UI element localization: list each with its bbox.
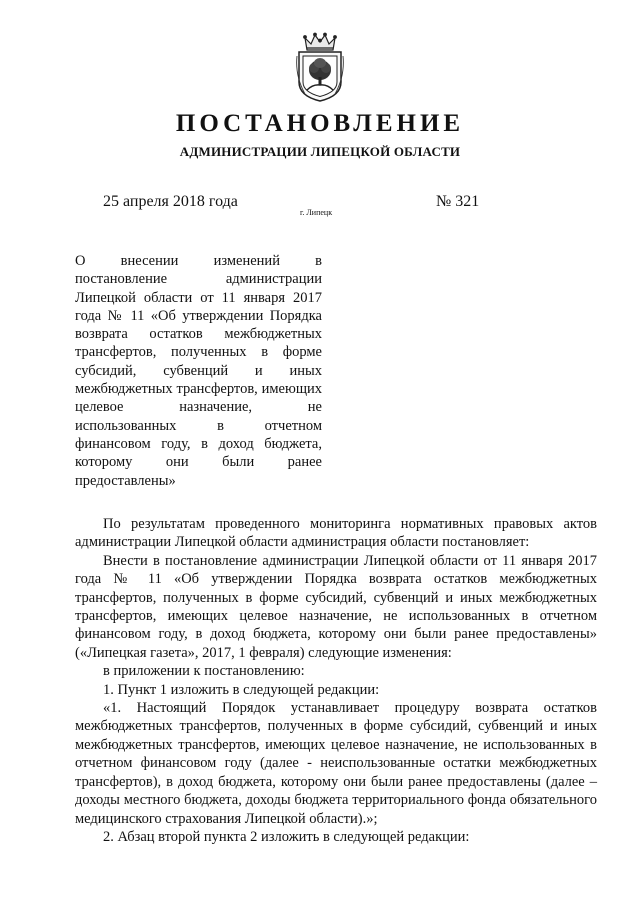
document-body [75, 515, 597, 846]
body-paragraph: 2. Абзац второй пункта 2 изложить в следующей редакции: [103, 828, 470, 845]
body-paragraph: «1. Настоящий Порядок устанавливает процедуру возврата остатков межбюджетных трансфертов, полученных в форме субсидий, субвенций и иных межбюджетных трансфертов, имеющих целевое назначение, не использованных в отчетном финансовом году (далее - неиспользованные остатки межбюджетных трансфертов), в доход бюджета, которому они были ранее предоставлены (далее – доходы местного бюджета, доходы бюджета территориального фонда обязательного медицинского страхования Липецкой области).»; [75, 700, 597, 827]
document-title: ПОСТАНОВЛЕНИЕ [175, 110, 465, 137]
document-number: № 321 [436, 193, 480, 210]
body-paragraph: Внести в постановление администрации Липецкой области от 11 января 2017 года № 11 «Об утверждении Порядка возврата остатков межбюджетных трансфертов, полученных в форме субсидий, субвенций и иных межбюджетных трансфертов, имеющих целевое назначение, не использованных в отчетном финансовом году, в доход бюджета, которому они были ранее предоставлены» («Липецкая газета», 2017, 1 февраля) следующие изменения: [75, 552, 597, 661]
lipetsk-coat-of-arms-icon [295, 32, 345, 102]
crown-icon [304, 33, 337, 50]
document-city: г. Липецк [300, 208, 333, 217]
document-topic [75, 252, 322, 490]
body-paragraph: По результатам проведенного мониторинга нормативных правовых актов администрации Липецкой области администрация области постановляет: [75, 516, 597, 551]
issuer-name: АДМИНИСТРАЦИИ ЛИПЕЦКОЙ ОБЛАСТИ [179, 144, 461, 159]
topic-text: О внесении изменений в постановление администрации Липецкой области от 11 января 2017 года № 11 «Об утверждении Порядка возврата остатков межбюджетных трансфертов, полученных в форме субсидий, субвенций и иных межбюджетных трансфертов, имеющих целевое назначение, не использованных в отчетном финансовом году, в доход бюджета, которому они были ранее предоставлены» [75, 253, 322, 489]
body-paragraph: в приложении к постановлению: [103, 663, 305, 680]
document-date: 25 апреля 2018 года [103, 193, 238, 210]
body-paragraph: 1. Пункт 1 изложить в следующей редакции: [103, 681, 380, 698]
